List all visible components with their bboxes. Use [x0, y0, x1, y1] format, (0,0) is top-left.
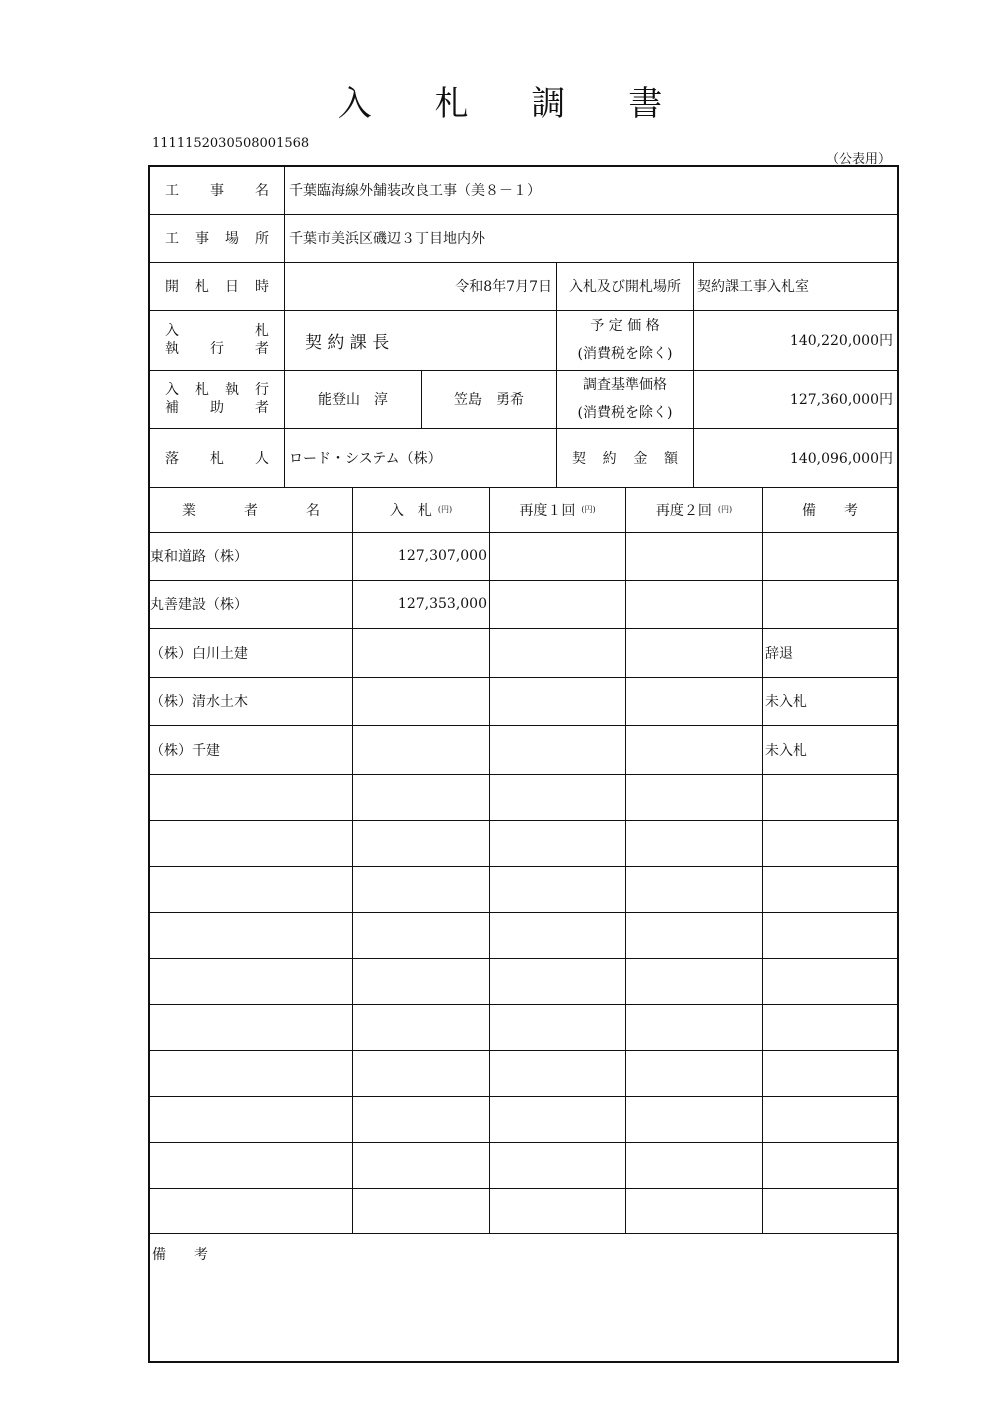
planned-price-label-block: [557, 310, 693, 370]
planned-price: 140,220,000円: [789, 333, 893, 349]
row-rebid2: [626, 677, 762, 725]
winner-label: 落 札 人: [165, 450, 269, 467]
rule: [148, 774, 899, 775]
row-rebid1: [490, 580, 625, 628]
survey-price-label-block: [557, 370, 693, 428]
row-remarks: [765, 580, 895, 628]
col-header-remarks: 備 考: [802, 502, 858, 519]
rule: [148, 1233, 899, 1234]
project-location-label: 工 事 場 所: [165, 231, 269, 247]
row-remarks: 辞退: [765, 645, 793, 662]
rule: [148, 1096, 899, 1097]
row-rebid2: [626, 725, 762, 774]
bid-venue: 契約課工事入札室: [697, 279, 809, 295]
winner: ロード・システム（株）: [289, 450, 442, 467]
rule: [148, 912, 899, 913]
opening-datetime: 令和8年7月7日: [455, 279, 552, 295]
page-title: 入 札 調 書: [337, 84, 689, 124]
row-bid: [353, 677, 489, 725]
col-header-rebid1-unit: (円): [581, 505, 596, 514]
rule: [148, 1050, 899, 1051]
row-bid: [353, 628, 489, 677]
row-rebid1: [490, 725, 625, 774]
col-header-bid: [353, 487, 489, 532]
row-remarks: 未入札: [765, 694, 807, 710]
row-remarks: [765, 532, 895, 580]
row-remarks: 未入札: [765, 742, 807, 759]
row-bidder: 丸善建設（株）: [150, 597, 248, 613]
bid-executor: 契 約 課 長: [305, 332, 390, 353]
publication-mark: （公表用）: [826, 152, 892, 167]
row-rebid1: [490, 532, 625, 580]
col-header-rebid2-unit: (円): [717, 505, 733, 514]
planned-price-label: 予 定 価 格: [590, 318, 660, 334]
assistant-1: 能登山 淳: [318, 392, 388, 408]
bid-executor-label-line2: 執 行 者: [165, 341, 269, 357]
footer-remarks-label: 備 考: [152, 1247, 208, 1263]
contract-amount-label: 契 約 金 額: [572, 450, 678, 467]
rule: [148, 820, 899, 821]
row-rebid1: [490, 628, 625, 677]
assistant-label-line1: 入 札 執 行: [165, 382, 269, 398]
col-header-rebid2-label: 再度２回: [655, 502, 712, 519]
row-bid: [353, 725, 489, 774]
rule: [148, 1004, 899, 1005]
assistant-2: 笠島 勇希: [454, 392, 524, 408]
row-rebid2: [626, 532, 762, 580]
row-bid: 127,307,000: [397, 548, 487, 564]
rule: [284, 165, 285, 487]
rule: [148, 866, 899, 867]
survey-price-label: 調査基準価格: [583, 377, 667, 393]
row-bidder: （株）千建: [150, 742, 220, 759]
rule: [148, 1188, 899, 1189]
project-name: 千葉臨海線外舗装改良工事（美８－１）: [289, 183, 541, 199]
planned-price-note: (消費税を除く): [577, 346, 673, 362]
bid-executor-label-line1: 入 札: [165, 323, 269, 339]
document-number: 1111152030508001568: [152, 136, 310, 151]
bid-venue-label: 入札及び開札場所: [569, 279, 681, 295]
row-rebid2: [626, 580, 762, 628]
bid-executor-label: [150, 310, 284, 370]
row-bidder: 東和道路（株）: [150, 549, 248, 565]
assistant-label-line2: 補 助 者: [165, 400, 269, 416]
rule: [148, 1142, 899, 1143]
row-bidder: （株）白川土建: [150, 645, 248, 662]
rule: [148, 958, 899, 959]
row-rebid2: [626, 628, 762, 677]
project-name-label: 工 事 名: [165, 183, 269, 199]
col-header-rebid1: [490, 487, 625, 532]
row-bid: 127,353,000: [397, 596, 487, 612]
col-header-bid-unit: (円): [437, 505, 453, 514]
row-bidder: （株）清水土木: [150, 694, 248, 710]
col-header-bid-label: 入 札: [389, 502, 432, 519]
assistant-label: [150, 370, 284, 428]
col-header-bidder: 業 者 名: [182, 502, 320, 519]
col-header-rebid1-label: 再度１回: [519, 502, 576, 519]
contract-amount: 140,096,000円: [789, 450, 893, 467]
survey-price: 127,360,000円: [789, 392, 893, 408]
project-location: 千葉市美浜区磯辺３丁目地内外: [289, 231, 485, 247]
rule: [762, 487, 763, 1233]
survey-price-note: (消費税を除く): [577, 405, 673, 421]
opening-datetime-label: 開 札 日 時: [165, 279, 269, 295]
col-header-rebid2: [626, 487, 762, 532]
row-rebid1: [490, 677, 625, 725]
